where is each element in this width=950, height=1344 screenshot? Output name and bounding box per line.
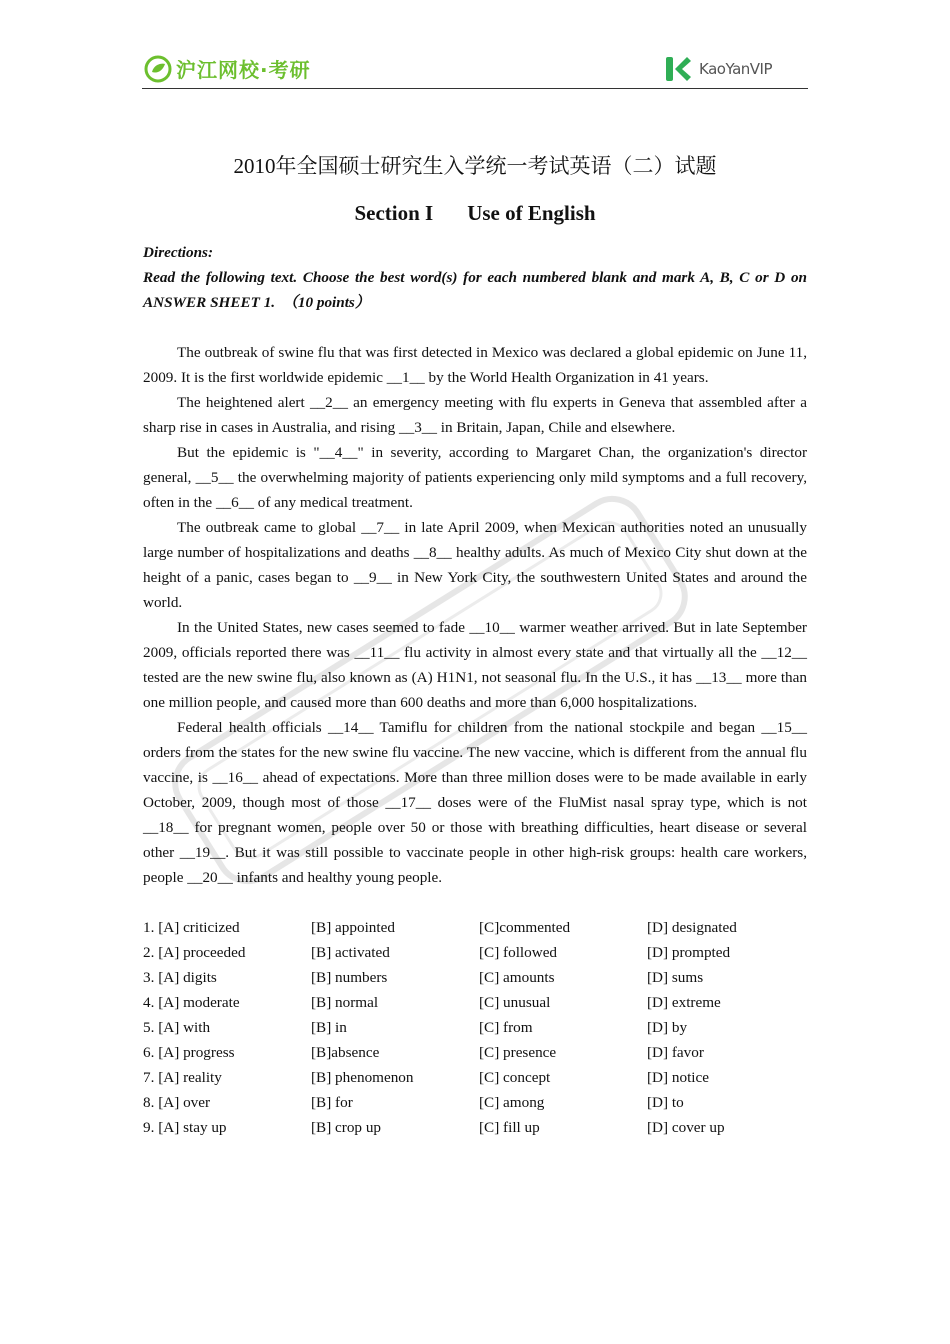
option-b: [B] for (311, 1094, 353, 1111)
exam-content (143, 240, 807, 1140)
option-d: [D] by (647, 1019, 688, 1036)
option-d: [D] sums (647, 969, 704, 986)
option-c: [C]commented (479, 919, 571, 936)
passage-paragraph: But the epidemic is "__4__" in severity, according to Margaret Chan, the organization's director general, __5__ the overwhelming majority of patients experiencing only mild symptoms and a full recovery, often in the __6__ of any medical treatment. (143, 444, 807, 511)
option-c: [C] unusual (479, 994, 551, 1011)
option-row (143, 915, 807, 940)
answer-options (143, 915, 807, 1140)
section-heading (0, 201, 950, 226)
kaoyanvip-brand-text: KaoYanVIP (699, 60, 772, 78)
option-b: [B] normal (311, 994, 379, 1011)
directions-heading: Directions: (143, 244, 214, 261)
option-c: [C] presence (479, 1044, 557, 1061)
option-d: [D] extreme (647, 994, 721, 1011)
directions-text: Read the following text. Choose the best word(s) for each numbered blank and mark A, B, C or D on ANSWER SHEET 1. （10 points） (143, 269, 807, 311)
option-b: [B] crop up (311, 1119, 382, 1136)
option-row (143, 965, 807, 990)
leaf-logo-icon (144, 55, 172, 83)
option-c: [C] amounts (479, 969, 555, 986)
option-a: 7. [A] reality (143, 1069, 222, 1086)
option-a: 1. [A] criticized (143, 919, 240, 936)
option-a: 6. [A] progress (143, 1044, 235, 1061)
option-a: 9. [A] stay up (143, 1119, 227, 1136)
option-b: [B] activated (311, 944, 390, 961)
option-row (143, 1115, 807, 1140)
option-d: [D] cover up (647, 1119, 725, 1136)
option-row (143, 1065, 807, 1090)
option-d: [D] favor (647, 1044, 704, 1061)
option-d: [D] notice (647, 1069, 709, 1086)
hujiang-logo (144, 54, 311, 83)
page-header (142, 52, 808, 89)
exam-title: 2010年全国硕士研究生入学统一考试英语（二）试题 (233, 154, 717, 178)
option-d: [D] designated (647, 919, 737, 936)
option-d: [D] prompted (647, 944, 731, 961)
passage-paragraph: The outbreak of swine flu that was first detected in Mexico was declared a global epidemic on June 11, 2009. It is the first worldwide epidemic __1__ by the World Health Organization in 41 years. (143, 344, 807, 386)
section-name: Use of English (467, 201, 596, 225)
option-a: 8. [A] over (143, 1094, 211, 1111)
option-row (143, 1040, 807, 1065)
option-row (143, 940, 807, 965)
option-b: [B] numbers (311, 969, 388, 986)
cloze-passage (143, 340, 807, 890)
option-b: [B] phenomenon (311, 1069, 414, 1086)
passage-paragraph: Federal health officials __14__ Tamiflu for children from the national stockpile and began __15__ orders from the states for the new swine flu vaccine. The new vaccine, which is different from the annual flu vaccine, is __16__ ahead of expectations. More than three million doses were to be made available in early October, 2009, though most of those __17__ doses were of the FluMist nasal spray type, which is not __18__ for pregnant women, people over 50 or those with breathing difficulties, heart disease or several other __19__. But it was still possible to vaccinate people in other high-risk groups: health care workers, people __20__ infants and healthy young people. (143, 719, 807, 886)
option-b: [B] in (311, 1019, 347, 1036)
hujiang-brand-text: 沪江网校·考研 (176, 58, 311, 82)
section-number: Section I (354, 201, 434, 225)
passage-paragraph: The outbreak came to global __7__ in late April 2009, when Mexican authorities noted an unusually large number of hospitalizations and deaths __8__ healthy adults. As much of Mexico City shut down at the height of a panic, cases began to __9__ in New York City, the southwestern United States and around the world. (143, 519, 807, 611)
option-d: [D] to (647, 1094, 684, 1111)
option-c: [C] concept (479, 1069, 551, 1086)
option-c: [C] fill up (479, 1119, 540, 1136)
option-c: [C] among (479, 1094, 545, 1111)
passage-paragraph: In the United States, new cases seemed to fade __10__ warmer weather arrived. But in late September 2009, officials reported there was __11__ flu activity in almost every state and that virtually all the __12__ tested are the new swine flu, also known as (A) H1N1, not seasonal flu. In the U.S., it has __13__ more than one million people, and caused more than 600 deaths and more than 6,000 hospitalizations. (143, 619, 807, 711)
option-b: [B] appointed (311, 919, 395, 936)
kaoyanvip-logo (663, 54, 772, 84)
option-a: 2. [A] proceeded (143, 944, 246, 961)
passage-paragraph: The heightened alert __2__ an emergency meeting with flu experts in Geneva that assembled after a sharp rise in cases in Australia, and rising __3__ in Britain, Japan, Chile and elsewhere. (143, 394, 807, 436)
option-c: [C] followed (479, 944, 558, 961)
option-c: [C] from (479, 1019, 533, 1036)
option-row (143, 1090, 807, 1115)
option-a: 3. [A] digits (143, 969, 217, 986)
option-row (143, 990, 807, 1015)
option-a: 5. [A] with (143, 1019, 211, 1036)
option-b: [B]absence (311, 1044, 380, 1061)
option-a: 4. [A] moderate (143, 994, 240, 1011)
k-logo-icon (663, 54, 693, 84)
option-row (143, 1015, 807, 1040)
